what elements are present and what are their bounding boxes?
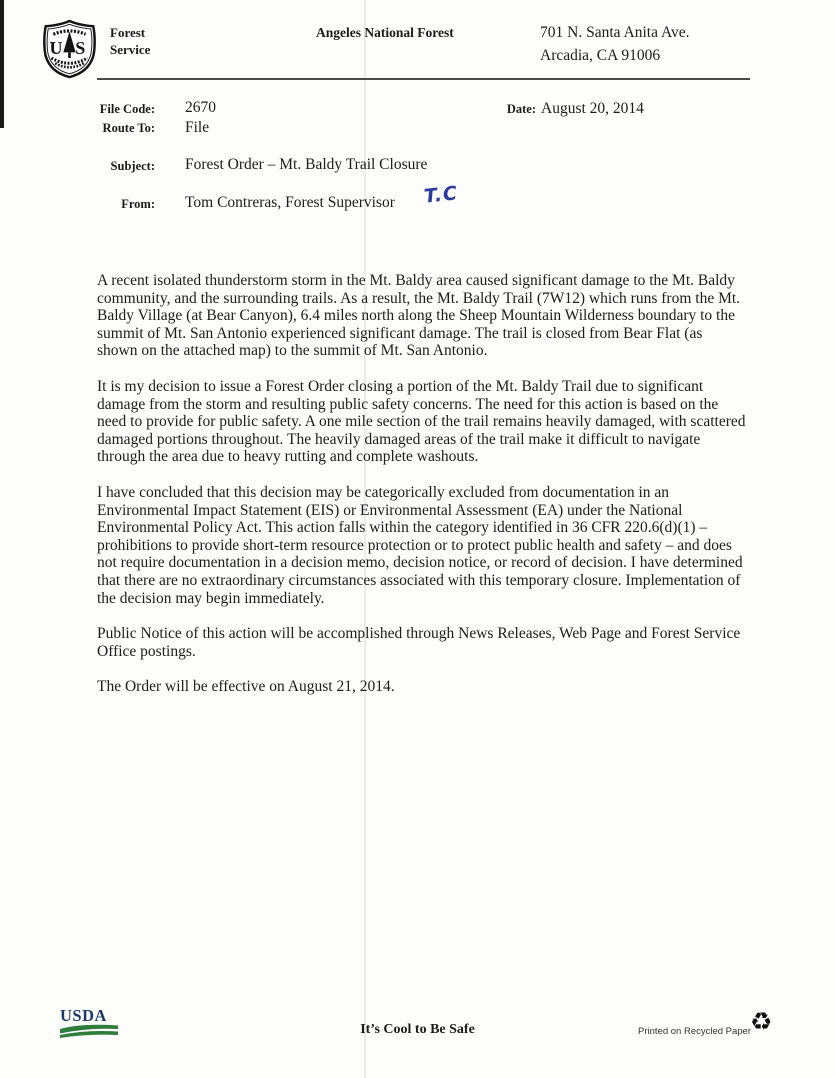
letterhead-divider <box>97 78 750 80</box>
body-paragraph-4: Public Notice of this action will be accomplished through News Releases, Web Page and Forest Service Office postings. <box>97 625 741 660</box>
handwritten-initials-signature: T.C <box>422 182 459 208</box>
agency-name <box>110 24 150 58</box>
subject-label: Subject: <box>110 159 155 173</box>
subject-value: Forest Order – Mt. Baldy Trail Closure <box>185 156 428 173</box>
svg-text:S: S <box>75 38 86 59</box>
date-label: Date: <box>506 102 536 116</box>
from-label: From: <box>121 197 155 211</box>
office-address <box>540 21 690 67</box>
agency-name-line1: Forest <box>110 25 146 40</box>
recycled-paper-note: Printed on Recycled Paper <box>638 1026 752 1037</box>
forest-service-shield-icon <box>41 19 98 84</box>
from-value: Tom Contreras, Forest Supervisor <box>185 194 395 211</box>
route-to-value: File <box>185 119 210 136</box>
file-code-value: 2670 <box>185 99 216 116</box>
file-code-label: File Code: <box>99 102 155 116</box>
body-paragraph-1: A recent isolated thunderstorm storm in the Mt. Baldy area caused significant damage to the Mt. Baldy community, and the surrounding trails. As a result, the Mt. Baldy Trail (7W12) which runs from the Mt. Baldy Village (at Bear Canyon), 6.4 miles north along the Sheep Mountain Wilderness boundary to the summit of Mt. San Antonio experienced significant damage. The trail is closed from Bear Flat (as shown on the attached map) to the summit of Mt. San Antonio. <box>97 272 741 360</box>
route-to-label: Route To: <box>102 121 155 135</box>
date-value: August 20, 2014 <box>541 100 644 117</box>
forest-name: Angeles National Forest <box>316 25 454 40</box>
usda-logo-text: USDA <box>60 1006 107 1025</box>
address-line2: Arcadia, CA 91006 <box>540 47 661 64</box>
body-paragraph-2: It is my decision to issue a Forest Order closing a portion of the Mt. Baldy Trail due to significant damage from the storm and resulting public safety concerns. The need for this action is based on the need to provide for public safety. A one mile section of the trail remains heavily damaged, with scattered damaged portions throughout. The heavily damaged areas of the trail make it difficult to navigate through the area due to heavy rutting and complete washouts. <box>97 377 746 466</box>
agency-name-line2: Service <box>110 42 151 57</box>
address-line1: 701 N. Santa Anita Ave. <box>540 24 690 41</box>
svg-text:U: U <box>49 38 63 59</box>
scan-artifact-left-edge <box>0 0 4 128</box>
recycle-icon: ♻ <box>750 1007 773 1036</box>
body-paragraph-5: The Order will be effective on August 21, 2014. <box>97 678 395 696</box>
body-paragraph-3: I have concluded that this decision may be categorically excluded from documentation in an Environmental Impact Statement (EIS) or Environmental Assessment (EA) under the National Environmental Policy Act. This action falls within the category identified in 36 CFR 220.6(d)(1) – prohibitions to provide short-term resource protection or to protect public health and safety – and does not require documentation in a decision memo, decision notice, or record of decision. I have determined that there are no extraordinary circumstances associated with this temporary closure. Implementation of the decision may begin immediately. <box>97 483 743 607</box>
safety-slogan: It’s Cool to Be Safe <box>360 1022 475 1037</box>
letter-body <box>97 272 746 714</box>
